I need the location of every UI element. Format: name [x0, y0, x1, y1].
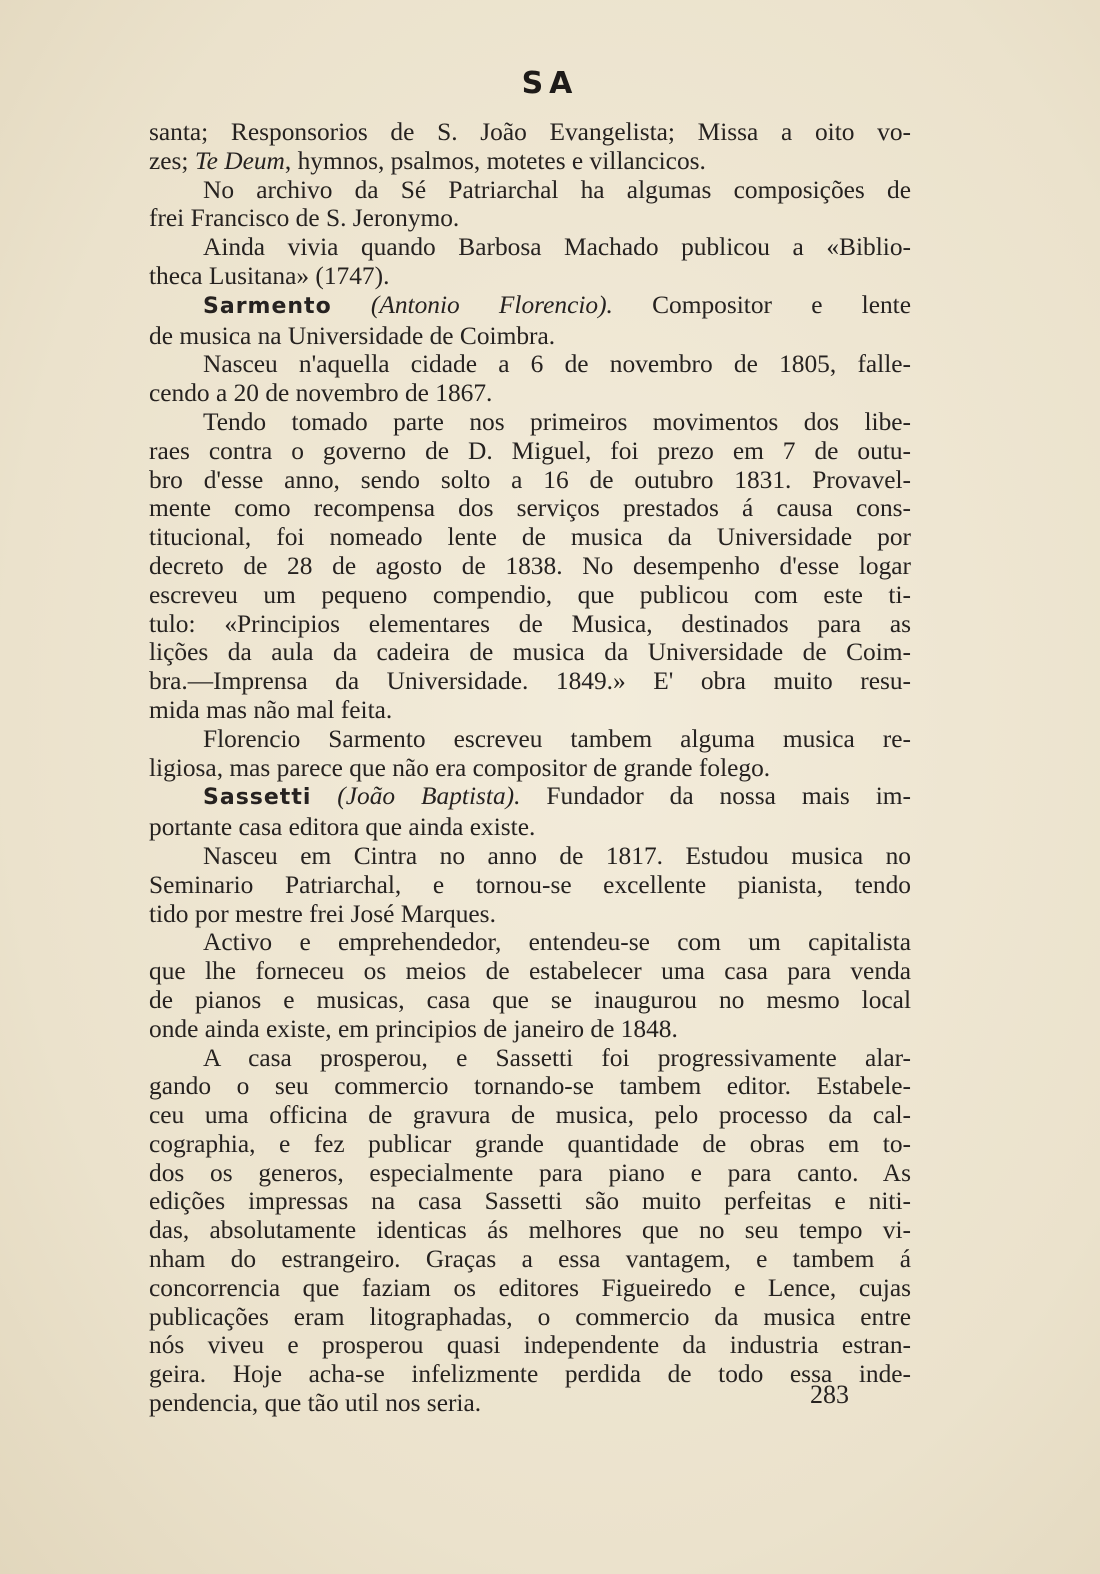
text-line: gando o seu commercio tornando-se tambem editor. Estabele-: [149, 1072, 911, 1101]
text-line: nós viveu e prosperou quasi independente da industria estran-: [149, 1331, 911, 1360]
italic-title: Te Deum: [194, 146, 285, 175]
page-body: [149, 118, 911, 1418]
text-line: tido por mestre frei José Marques.: [149, 899, 496, 928]
page-number: 283: [810, 1380, 849, 1409]
text-line: lições da aula da cadeira de musica da Universidade de Coim-: [149, 638, 911, 667]
text-line: tulo: «Principios elementares de Musica, destinados para as: [149, 609, 911, 638]
text-line: Seminario Patriarchal, e tornou-se excellente pianista, tendo: [149, 870, 911, 899]
entry-heading-line: Sassetti (João Baptista). Fundador da nossa mais im-: [203, 782, 911, 811]
text-line: bro d'esse anno, sendo solto a 16 de outubro 1831. Provavel-: [149, 465, 911, 494]
text-line: das, absolutamente identicas ás melhores que no seu tempo vi-: [149, 1216, 911, 1245]
text-line: Florencio Sarmento escreveu tambem alguma musica re-: [203, 724, 911, 753]
text-line: bra.—Imprensa da Universidade. 1849.» E' obra muito resu-: [149, 667, 911, 696]
entry-name: Sarmento: [203, 293, 332, 319]
text-line: ceu uma officina de gravura de musica, pelo processo da cal-: [149, 1101, 911, 1130]
entry-forename: (João Baptista).: [311, 782, 521, 811]
text-line: decreto de 28 de agosto de 1838. No desempenho d'esse logar: [149, 551, 911, 580]
text-line: Tendo tomado parte nos primeiros movimentos dos libe-: [203, 407, 911, 436]
text-line: Nasceu em Cintra no anno de 1817. Estudou musica no: [203, 841, 911, 870]
text-line: Ainda vivia quando Barbosa Machado publicou a «Biblio-: [203, 233, 911, 262]
entry-forename: (Antonio Florencio).: [331, 290, 613, 319]
text-line: publicações eram litographadas, o commercio da musica entre: [149, 1302, 911, 1331]
text-line: onde ainda existe, em principios de janeiro de 1848.: [149, 1014, 678, 1043]
text-line: No archivo da Sé Patriarchal ha algumas composições de: [203, 175, 911, 204]
text-line: ligiosa, mas parece que não era compositor de grande folego.: [149, 753, 771, 782]
text-line: theca Lusitana» (1747).: [149, 261, 390, 290]
text-line: pendencia, que tão util nos seria.: [149, 1389, 482, 1418]
text-line: mida mas não mal feita.: [149, 695, 393, 724]
entry-name: Sassetti: [203, 785, 312, 811]
text-line: edições impressas na casa Sassetti são muito perfeitas e niti-: [149, 1187, 911, 1216]
text-line: que lhe forneceu os meios de estabelecer uma casa para venda: [149, 957, 911, 986]
text-line: geira. Hoje acha-se infelizmente perdida de todo essa inde-: [149, 1360, 911, 1389]
running-header: SA: [521, 66, 579, 101]
text-line: Activo e emprehendedor, entendeu-se com um capitalista: [203, 928, 911, 957]
text-line: A casa prosperou, e Sassetti foi progressivamente alar-: [203, 1043, 911, 1072]
text-line: de musica na Universidade de Coimbra.: [149, 321, 556, 350]
text-line: cendo a 20 de novembro de 1867.: [149, 379, 493, 408]
text-line: escreveu um pequeno compendio, que publicou com este ti-: [149, 580, 911, 609]
text-line: raes contra o governo de D. Miguel, foi prezo em 7 de outu-: [149, 436, 911, 465]
text-line: santa; Responsorios de S. João Evangelista; Missa a oito vo-: [149, 118, 911, 146]
text-line: titucional, foi nomeado lente de musica da Universidade por: [149, 523, 911, 552]
text-line: nham do estrangeiro. Graças a essa vantagem, e tambem á: [149, 1245, 911, 1274]
text-line: portante casa editora que ainda existe.: [149, 813, 536, 842]
text-line: frei Francisco de S. Jeronymo.: [149, 204, 460, 233]
text-line: Nasceu n'aquella cidade a 6 de novembro de 1805, falle-: [203, 350, 911, 379]
text-line: de pianos e musicas, casa que se inaugurou no mesmo local: [149, 985, 911, 1014]
text-line: dos os generos, especialmente para piano e para canto. As: [149, 1158, 911, 1187]
text-line: zes; Te Deum, hymnos, psalmos, motetes e villancicos.: [149, 146, 706, 175]
entry-heading-line: Sarmento (Antonio Florencio). Compositor e lente: [203, 290, 911, 319]
text-line: cographia, e fez publicar grande quantidade de obras em to-: [149, 1129, 911, 1158]
text-line: concorrencia que faziam os editores Figueiredo e Lence, cujas: [149, 1273, 911, 1302]
text-line: mente como recompensa dos serviços prestados á causa cons-: [149, 494, 911, 523]
